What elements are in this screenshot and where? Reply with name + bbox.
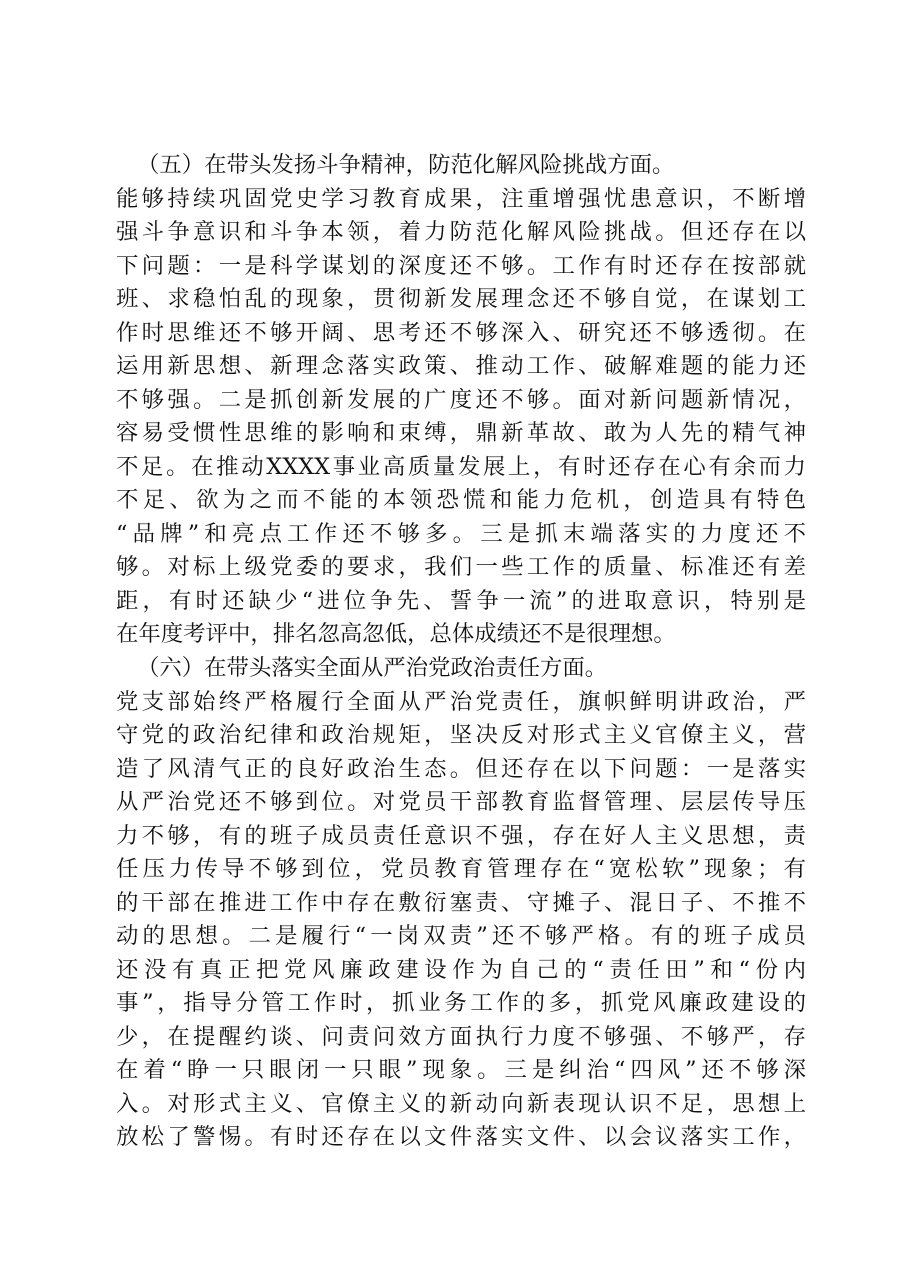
paragraph-line: 在着“睁一只眼闭一只眼”现象。三是纠治“四风”还不够深 bbox=[116, 1057, 806, 1083]
paragraph-line: 在年度考评中，排名忽高忽低，总体成绩还不是很理想。 bbox=[116, 621, 676, 647]
paragraph-line: 下问题：一是科学谋划的深度还不够。工作有时还存在按部就 bbox=[116, 253, 806, 279]
paragraph-line: 强斗争意识和斗争本领，着力防范化解风险挑战。但还存在以 bbox=[116, 219, 806, 245]
paragraph-line: 够。对标上级党委的要求，我们一些工作的质量、标准还有差 bbox=[116, 554, 806, 580]
paragraph-line: 守党的政治纪律和政治规矩，坚决反对形式主义官僚主义，营 bbox=[116, 722, 806, 748]
paragraph-line: 任压力传导不够到位，党员教育管理存在“宽松软”现象；有 bbox=[116, 856, 806, 882]
paragraph-line: 放松了警惕。有时还存在以文件落实文件、以会议落实工作， bbox=[116, 1124, 806, 1150]
paragraph-line: 动的思想。二是履行“一岗双责”还不够严格。有的班子成员 bbox=[116, 923, 806, 949]
paragraph-line: 事”，指导分管工作时，抓业务工作的多，抓党风廉政建设的 bbox=[116, 990, 806, 1016]
paragraph-line: 党支部始终严格履行全面从严治党责任，旗帜鲜明讲政治，严 bbox=[116, 689, 806, 715]
paragraph-line: 不足、欲为之而不能的本领恐慌和能力危机，创造具有特色 bbox=[116, 487, 806, 513]
paragraph-line: 不够强。二是抓创新发展的广度还不够。面对新问题新情况， bbox=[116, 387, 806, 413]
paragraph-line: “品牌”和亮点工作还不够多。三是抓末端落实的力度还不 bbox=[116, 521, 806, 547]
section-heading-5: （五）在带头发扬斗争精神，防范化解风险挑战方面。 bbox=[137, 152, 675, 178]
paragraph-line: 从严治党还不够到位。对党员干部教育监督管理、层层传导压 bbox=[116, 789, 806, 815]
paragraph-line: 运用新思想、新理念落实政策、推动工作、破解难题的能力还 bbox=[116, 353, 806, 379]
paragraph-line: 距，有时还缺少“进位争先、誓争一流”的进取意识，特别是 bbox=[116, 588, 806, 614]
paragraph-line: 入。对形式主义、官僚主义的新动向新表现认识不足，思想上 bbox=[116, 1091, 806, 1117]
section-heading-6: （六）在带头落实全面从严治党政治责任方面。 bbox=[137, 655, 608, 681]
paragraph-line: 少，在提醒约谈、问责问效方面执行力度不够强、不够严，存 bbox=[116, 1024, 806, 1050]
paragraph-line: 不足。在推动XXXX事业高质量发展上，有时还存在心有余而力 bbox=[116, 454, 806, 480]
paragraph-line: 造了风清气正的良好政治生态。但还存在以下问题：一是落实 bbox=[116, 756, 806, 782]
paragraph-line: 力不够，有的班子成员责任意识不强，存在好人主义思想，责 bbox=[116, 823, 806, 849]
paragraph-line: 作时思维还不够开阔、思考还不够深入、研究还不够透彻。在 bbox=[116, 320, 806, 346]
paragraph-line: 容易受惯性思维的影响和束缚，鼎新革故、敢为人先的精气神 bbox=[116, 420, 806, 446]
paragraph-line: 的干部在推进工作中存在敷衍塞责、守摊子、混日子、不推不 bbox=[116, 890, 806, 916]
paragraph-line: 班、求稳怕乱的现象，贯彻新发展理念还不够自觉，在谋划工 bbox=[116, 286, 806, 312]
paragraph-line: 还没有真正把党风廉政建设作为自己的“责任田”和“份内 bbox=[116, 957, 806, 983]
paragraph-line: 能够持续巩固党史学习教育成果，注重增强忧患意识，不断增 bbox=[116, 186, 806, 212]
